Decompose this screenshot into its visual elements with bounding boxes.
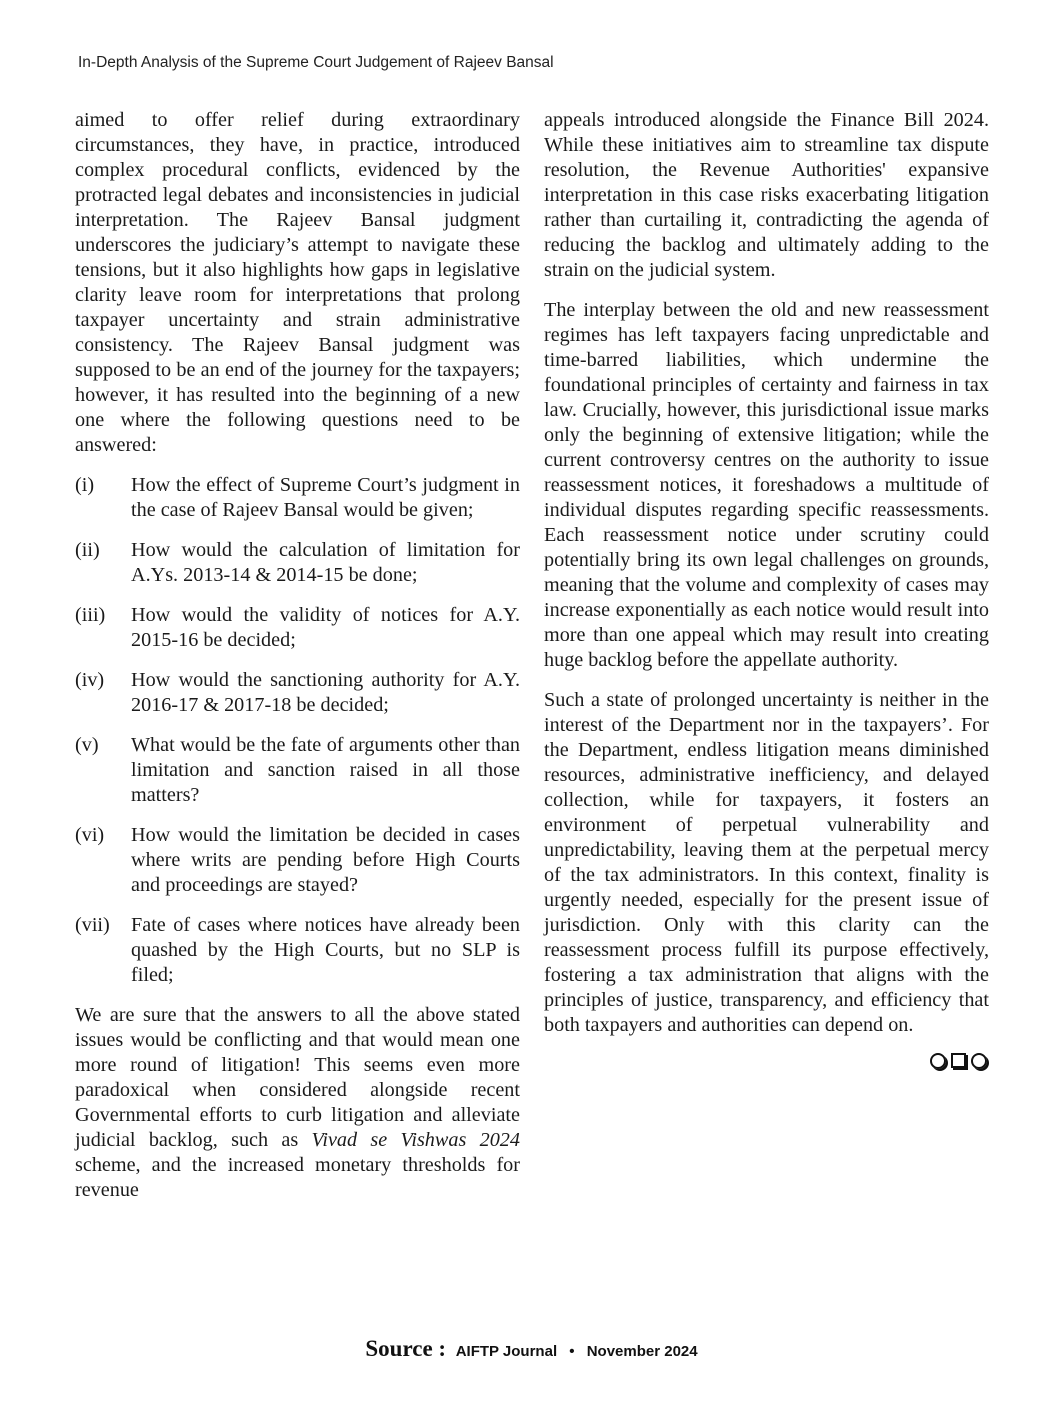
list-item-number: (vii) [75, 914, 110, 936]
journal-name: AIFTP Journal [455, 1343, 558, 1360]
list-item-text: How would the calculation of limitation for A.Ys. 2013-14 & 2014-15 be done; [131, 539, 520, 586]
list-item-number: (i) [75, 474, 95, 496]
list-item-text: Fate of cases where notices have already been quashed by the High Courts, but no SLP is filed; [131, 914, 520, 986]
list-item-text: What would be the fate of arguments other than limitation and sanction raised in all those matters? [131, 734, 520, 806]
list-item [75, 733, 520, 808]
list-item [75, 538, 520, 588]
list-item [75, 603, 520, 653]
list-item-number: (iii) [75, 604, 106, 626]
end-of-article-mark [544, 1053, 989, 1069]
list-item-text: How would the validity of notices for A.Y. 2015-16 be decided; [131, 604, 520, 651]
paragraph-text: We are sure that the answers to all the above stated issues would be conflicting and that would mean one more round of litigation! This seems even more paradoxical when considered alongside recent Governmental efforts to curb litigation and alleviate judicial backlog, such as [75, 1004, 520, 1151]
list-item-text: How would the sanctioning authority for A.Y. 2016-17 & 2017-18 be decided; [131, 669, 520, 716]
list-item-number: (v) [75, 734, 99, 756]
list-item [75, 913, 520, 988]
circle-icon [971, 1053, 987, 1069]
body-paragraph: The interplay between the old and new reassessment regimes has left taxpayers facing unpredictable and time-barred liabilities, which undermine the foundational principles of certainty and fairness in tax law. Crucially, however, this jurisdictional issue marks only the beginning of extensive litigation; while the current controversy centres on the authority to issue reassessment notices, it foreshadows a multitude of individual disputes regarding specific reassessments. Each reassessment notice under scrutiny could potentially bring its own legal challenges on grounds, meaning that the volume and complexity of cases may increase exponentially as each notice would result into more than one appeal which may result into creating huge backlog before the appellate authority. [544, 299, 989, 671]
source-label: Source : [365, 1336, 447, 1361]
source-footer [0, 1336, 1063, 1362]
left-column [75, 108, 520, 1218]
body-paragraph [75, 1003, 520, 1203]
body-paragraph: aimed to offer relief during extraordinary circumstances, they have, in practice, introduced complex procedural conflicts, evidenced by the protracted legal debates and inconsistencies in judicial interpretation. The Rajeev Bansal judgment underscores the judiciary’s attempt to navigate these tensions, but it also highlights how gaps in legislative clarity leave room for interpretations that prolong taxpayer uncertainty and strain administrative consistency. The Rajeev Bansal judgment was supposed to be an end of the journey for the taxpayers; however, it has resulted into the beginning of a new one where the following questions need to be answered: [75, 109, 520, 456]
list-item-number: (vi) [75, 824, 105, 846]
paragraph-text: scheme, and the increased monetary thresholds for revenue [75, 1154, 520, 1201]
list-item [75, 823, 520, 898]
scheme-name: Vivad se Vishwas 2024 [311, 1129, 520, 1151]
separator: • [569, 1343, 575, 1360]
list-item [75, 668, 520, 718]
square-icon [951, 1053, 966, 1068]
list-item-text: How would the limitation be decided in cases where writs are pending before High Courts and proceedings are stayed? [131, 824, 520, 896]
list-item-number: (iv) [75, 669, 105, 691]
list-item-text: How the effect of Supreme Court’s judgment in the case of Rajeev Bansal would be given; [131, 474, 520, 521]
circle-icon [930, 1053, 946, 1069]
questions-list [75, 473, 520, 988]
body-paragraph: Such a state of prolonged uncertainty is neither in the interest of the Department nor in the taxpayers’. For the Department, endless litigation means diminished resources, administrative inefficiency, and delayed collection, while for taxpayers, it fosters an environment of perpetual vulnerability and unpredictability, leaving them at the perpetual mercy of the tax administrators. In this context, finality is urgently needed, especially for the present issue of jurisdiction. Only with this clarity can the reassessment process fulfill its purpose effectively, fostering a tax administration that aligns with the principles of justice, transparency, and efficiency that both taxpayers and authorities can depend on. [544, 689, 989, 1036]
right-column [544, 108, 989, 1069]
running-title: In-Depth Analysis of the Supreme Court Judgement of Rajeev Bansal [78, 54, 554, 71]
list-item-number: (ii) [75, 539, 100, 561]
body-paragraph: appeals introduced alongside the Finance Bill 2024. While these initiatives aim to streamline tax dispute resolution, the Revenue Authorities' expansive interpretation in this case risks exacerbating litigation rather than curtailing it, contradicting the agenda of reducing the backlog and ultimately adding to the strain on the judicial system. [544, 109, 989, 281]
list-item [75, 473, 520, 523]
issue-date: November 2024 [586, 1343, 698, 1360]
